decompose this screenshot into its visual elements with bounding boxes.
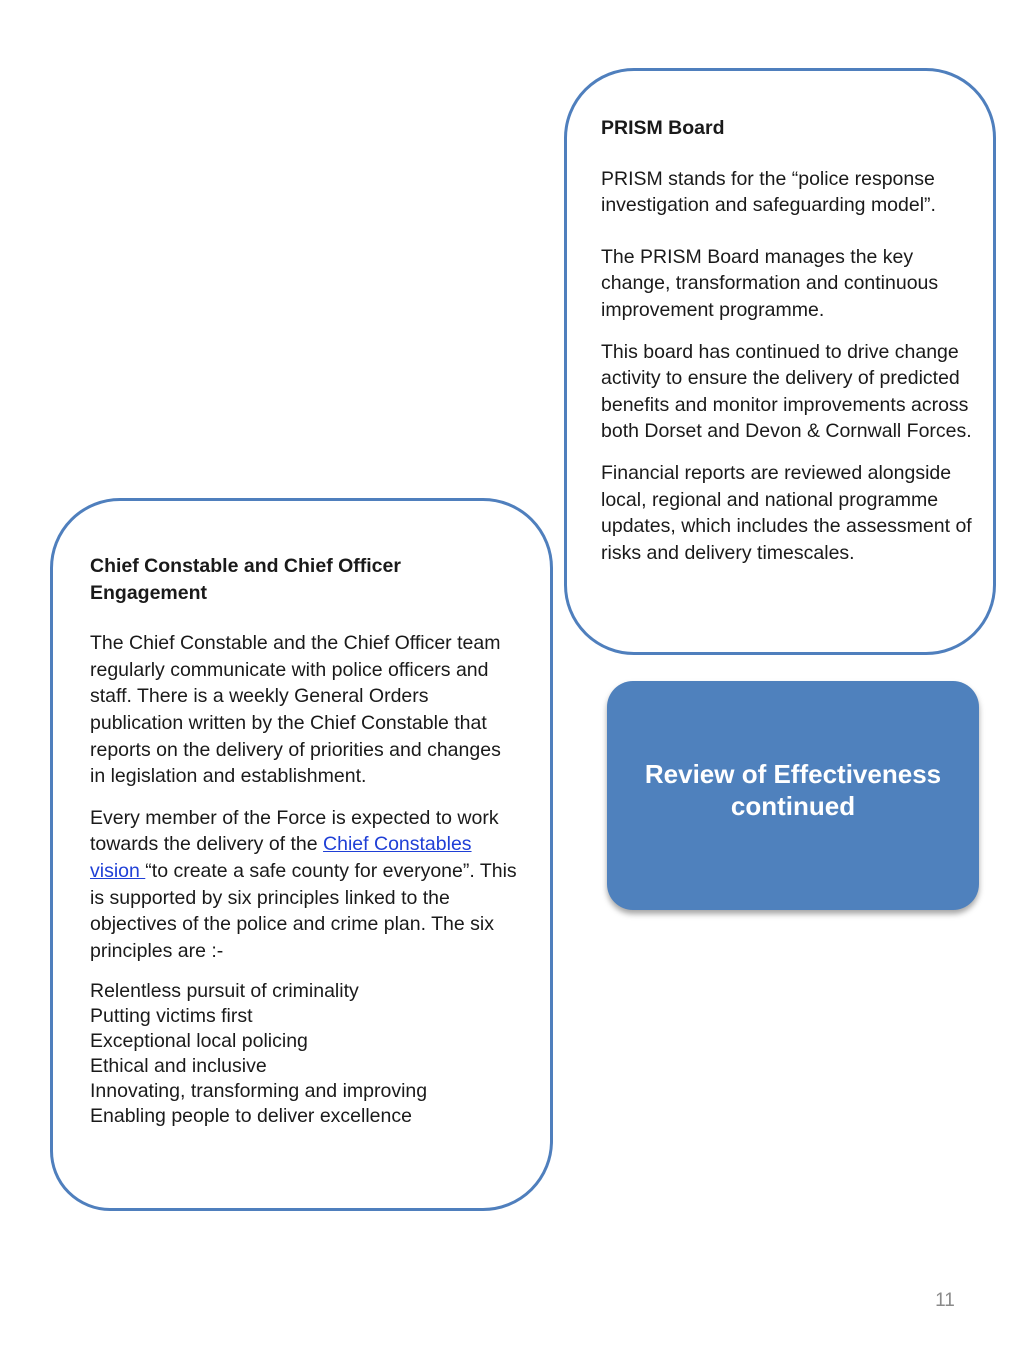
- chief-paragraph-vision: [90, 805, 520, 965]
- principle-item: Ethical and inclusive: [90, 1055, 267, 1078]
- six-principles-list: [90, 979, 520, 1129]
- prism-paragraph-financial: Financial reports are reviewed alongside local, regional and national programme updates, which includes the assessment of risks and delivery timescales.: [601, 461, 972, 564]
- vision-text-after: “to create a safe county for everyone”. This is supported by six principles linked to the objectives of the police and crime plan. The six principles are :-: [90, 859, 517, 962]
- prism-board-panel: [564, 68, 996, 655]
- principle-item: Enabling people to deliver excellence: [90, 1105, 412, 1128]
- prism-board-heading: PRISM Board: [601, 117, 725, 139]
- page-number: 11: [935, 1290, 955, 1311]
- chief-paragraph-communication: The Chief Constable and the Chief Officer team regularly communicate with police officers and staff. There is a weekly General Orders publication written by the Chief Constable that reports on the delivery of priorities and changes in legislation and establishment.: [90, 632, 501, 788]
- principle-item: Innovating, transforming and improving: [90, 1080, 428, 1103]
- prism-paragraph-manages: The PRISM Board manages the key change, transformation and continuous improvement programme.: [601, 245, 939, 321]
- review-of-effectiveness-banner: [607, 681, 979, 910]
- principle-item: Exceptional local policing: [90, 1030, 308, 1053]
- principle-item: Relentless pursuit of criminality: [90, 980, 359, 1003]
- chief-constable-content: [90, 553, 520, 1129]
- chief-constables-vision-link[interactable]: Chief Constables vision: [90, 833, 472, 882]
- chief-constable-heading: Chief Constable and Chief Officer Engagement: [90, 555, 401, 604]
- prism-paragraph-delivery: This board has continued to drive change activity to ensure the delivery of predicted benefits and monitor improvements across both Dorset and Devon & Cornwall Forces.: [601, 340, 972, 443]
- principle-item: Putting victims first: [90, 1005, 253, 1028]
- chief-constable-panel: [50, 498, 553, 1211]
- vision-text-before: Every member of the Force is expected to work towards the delivery of the: [90, 806, 499, 856]
- prism-paragraph-definition: PRISM stands for the “police response investigation and safeguarding model”.: [601, 167, 936, 217]
- review-title: Review of Effectiveness continued: [644, 758, 942, 821]
- prism-board-content: [601, 115, 976, 581]
